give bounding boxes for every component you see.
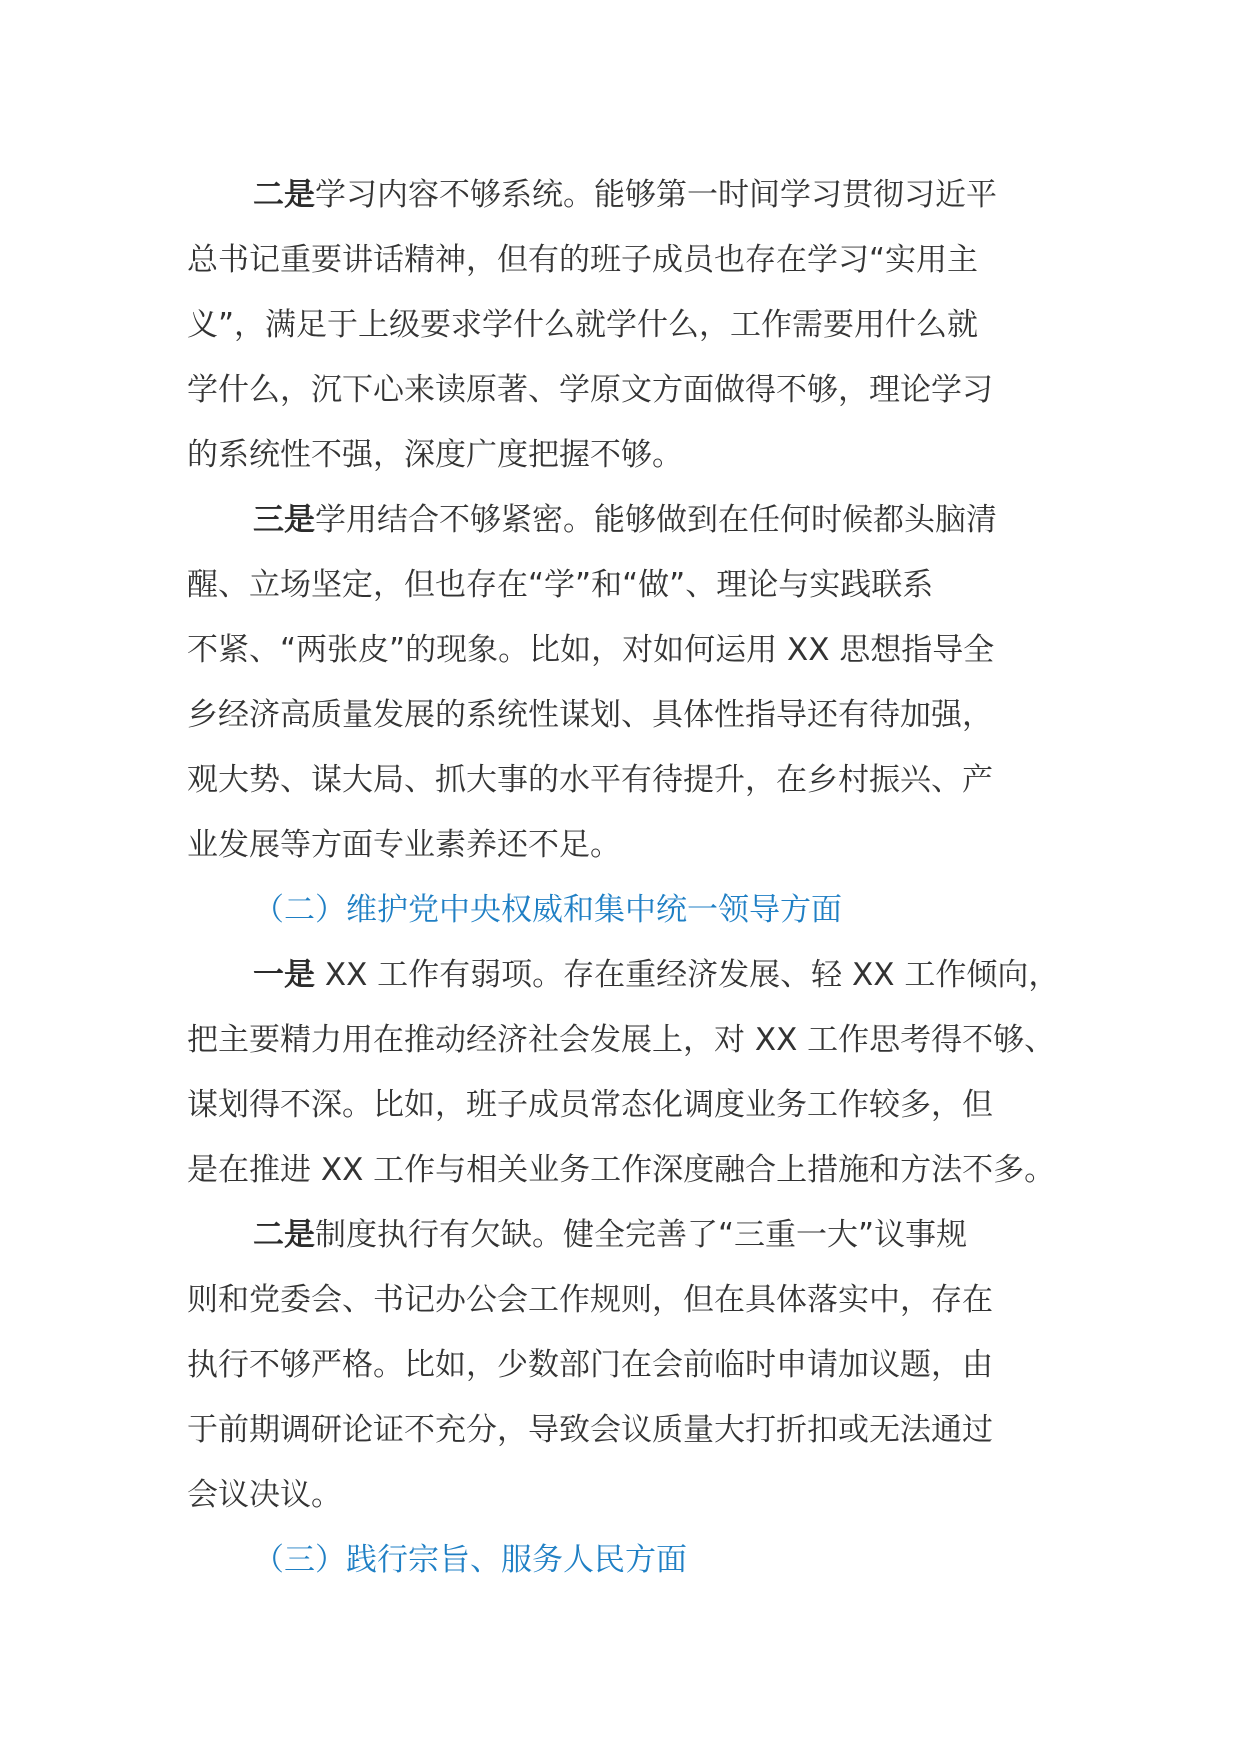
paragraph-line: 的系统性不强，深度广度把握不够。: [187, 437, 683, 473]
paragraph-line: 是在推进 XX 工作与相关业务工作深度融合上措施和方法不多。: [187, 1152, 1056, 1188]
paragraph-lead: 二是: [253, 177, 315, 213]
paragraph-line: 观大势、谋大局、抓大事的水平有待提升，在乡村振兴、产: [187, 762, 993, 798]
paragraph-line: 三是学用结合不够紧密。能够做到在任何时候都头脑清: [253, 502, 997, 538]
paragraph-line: 醒、立场坚定，但也存在“学”和“做”、理论与实践联系: [187, 567, 934, 603]
paragraph-line: 乡经济高质量发展的系统性谋划、具体性指导还有待加强，: [187, 697, 993, 733]
paragraph-line: 执行不够严格。比如，少数部门在会前临时申请加议题，由: [187, 1347, 993, 1383]
paragraph-lead: 一是: [253, 957, 315, 993]
paragraph-line: 于前期调研论证不充分，导致会议质量大打折扣或无法通过: [187, 1412, 993, 1448]
paragraph-line: 一是 XX 工作有弱项。存在重经济发展、轻 XX 工作倾向，: [253, 957, 1060, 993]
paragraph-lead: 二是: [253, 1217, 315, 1253]
paragraph-lead: 三是: [253, 502, 315, 538]
paragraph-line: 把主要精力用在推动经济社会发展上，对 XX 工作思考得不够、: [187, 1022, 1056, 1058]
paragraph-line: 总书记重要讲话精神，但有的班子成员也存在学习“实用主: [187, 242, 979, 278]
paragraph-line: 二是制度执行有欠缺。健全完善了“三重一大”议事规: [253, 1217, 968, 1253]
paragraph-system-execution: [187, 1203, 1067, 1528]
paragraph-xx-work: [187, 943, 1067, 1203]
section-heading-two: （二）维护党中央权威和集中统一领导方面: [253, 892, 842, 928]
paragraph-study-content: [187, 163, 1067, 488]
paragraph-line: 二是学习内容不够系统。能够第一时间学习贯彻习近平: [253, 177, 997, 213]
paragraph-line: 业发展等方面专业素养还不足。: [187, 827, 621, 863]
paragraph-line: 则和党委会、书记办公会工作规则，但在具体落实中，存在: [187, 1282, 993, 1318]
document-body: [187, 163, 1067, 1593]
paragraph-line: 义”，满足于上级要求学什么就学什么，工作需要用什么就: [187, 307, 979, 343]
paragraph-line: 学什么，沉下心来读原著、学原文方面做得不够，理论学习: [187, 372, 993, 408]
paragraph-line: 谋划得不深。比如，班子成员常态化调度业务工作较多，但: [187, 1087, 993, 1123]
section-heading-three: （三）践行宗旨、服务人民方面: [253, 1542, 687, 1578]
paragraph-line: 不紧、“两张皮”的现象。比如，对如何运用 XX 思想指导全: [187, 632, 995, 668]
paragraph-study-application: [187, 488, 1067, 878]
paragraph-line: 会议决议。: [187, 1477, 342, 1513]
